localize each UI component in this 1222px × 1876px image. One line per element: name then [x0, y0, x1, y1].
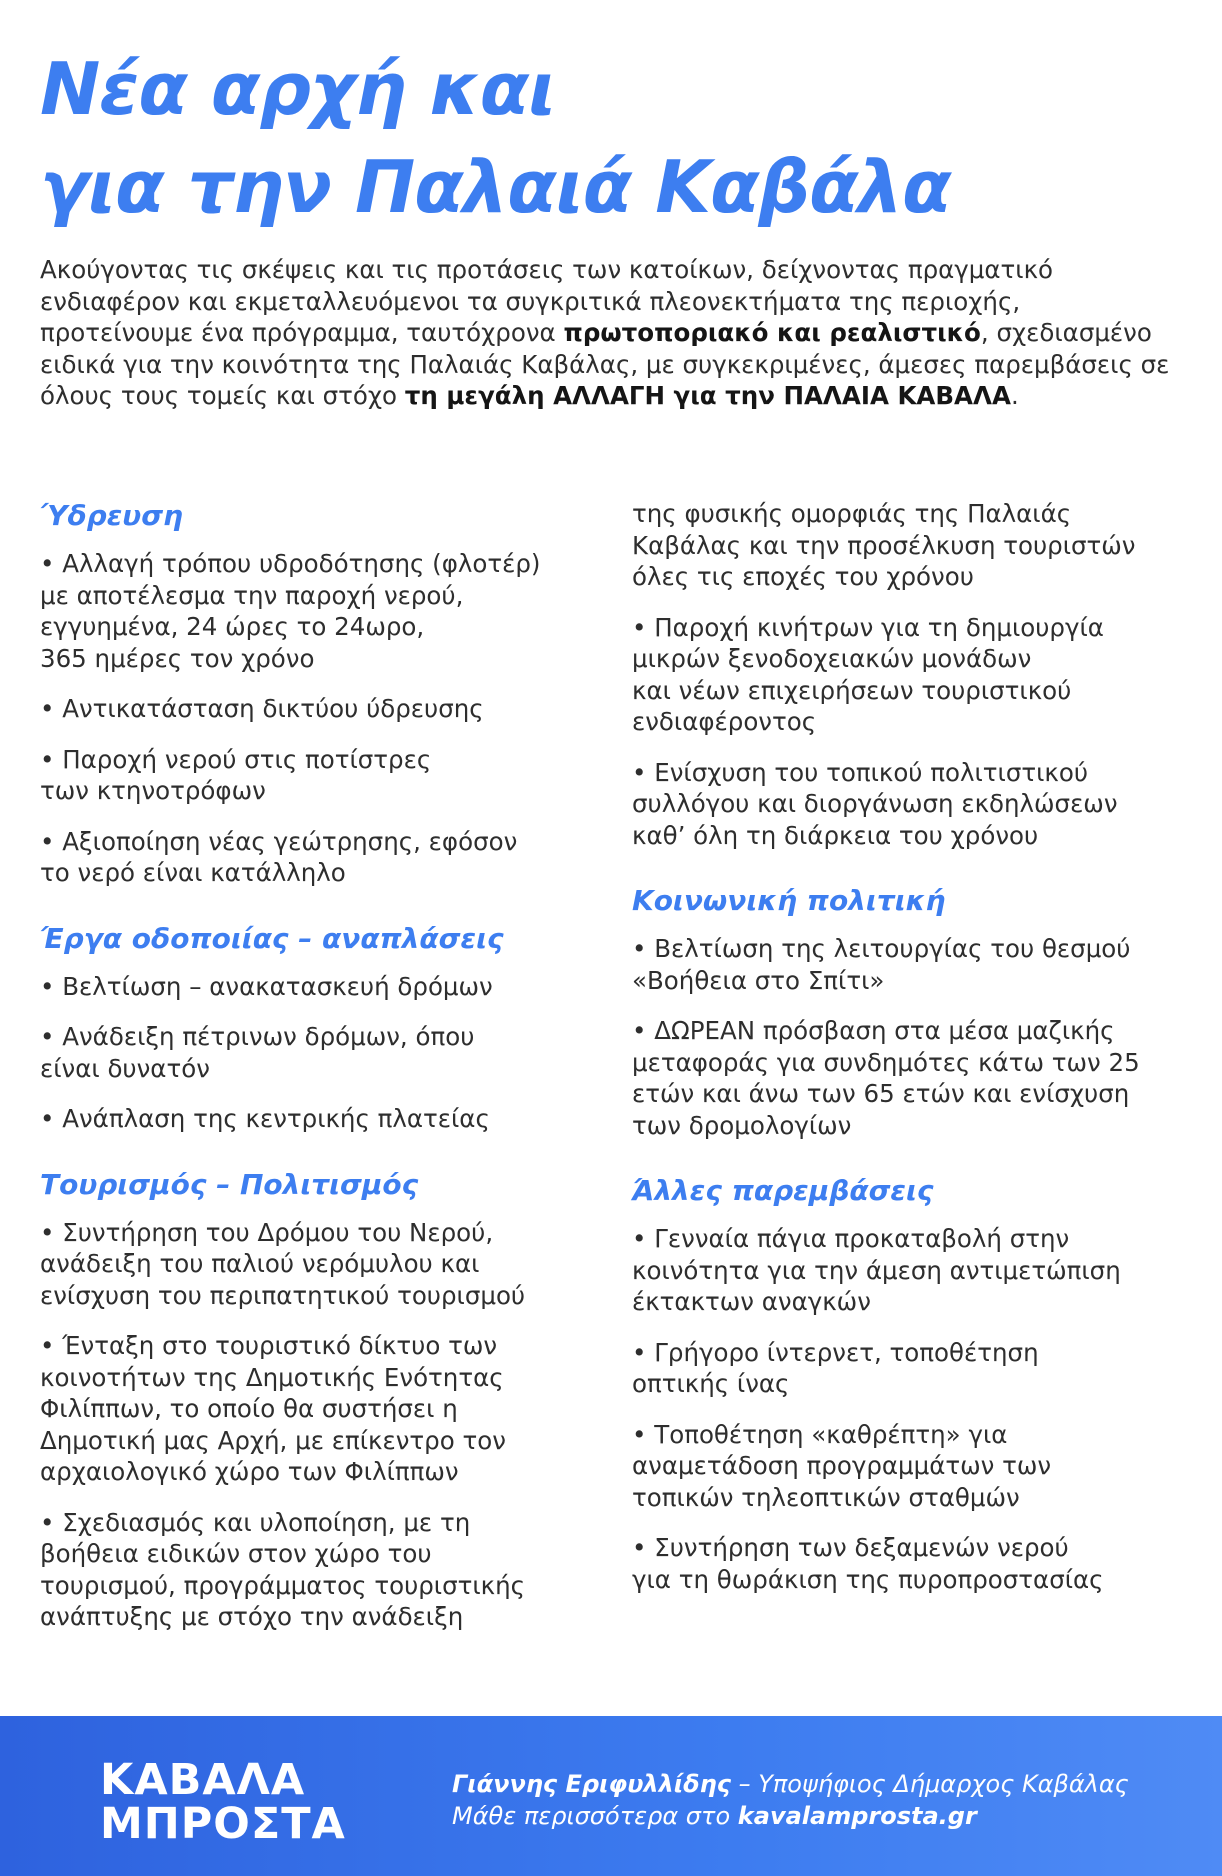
section-other	[632, 1173, 1192, 1595]
intro-bold-1: πρωτοποριακό και ρεαλιστικό	[563, 318, 981, 347]
list-item: • Αλλαγή τρόπου υδροδότησης (φλοτέρ) με αποτέλεσμα την παροχή νερού, εγγυημένα, 24 ώρες το 24ωρο, 365 ημέρες τον χρόνο	[40, 549, 541, 673]
intro-text-1: Ακούγοντας τις σκέψεις και τις προτάσεις των κατοίκων, δείχνοντας πραγματικό ενδιαφέρον και εκμεταλλευόμενοι τα συγκριτικά πλεονεκτήματα της περιοχής, προτείνουμε ένα πρόγραμμα, ταυτόχρονα	[40, 255, 1054, 347]
website-link[interactable]: kavalamprosta.gr	[737, 1802, 977, 1830]
list-item: • Ενίσχυση του τοπικού πολιτιστικού συλλόγου και διοργάνωση εκδηλώσεων καθ’ όλη τη διάρκεια του χρόνου	[632, 757, 1118, 850]
title-line-1: Νέα αρχή και	[40, 47, 556, 131]
list-item: • Γρήγορο ίντερνετ, τοποθέτηση οπτικής ίνας	[632, 1337, 1039, 1398]
section-tourism-continued	[632, 498, 1192, 851]
list-item: της φυσικής ομορφιάς της Παλαιάς Καβάλας και την προσέλκυση τουριστών όλες τις εποχές του χρόνου	[632, 499, 1136, 591]
list-item: • Βελτίωση της λειτουργίας του θεσμού «Βοήθεια στο Σπίτι»	[632, 934, 1131, 995]
list-item: • Παροχή κινήτρων για τη δημιουργία μικρών ξενοδοχειακών μονάδων και νέων επιχειρήσεων τουριστικού ενδιαφέροντος	[632, 612, 1104, 736]
list-item: • Ανάπλαση της κεντρικής πλατείας	[40, 1104, 490, 1133]
section-heading-social: Κοινωνική πολιτική	[632, 884, 946, 917]
section-heading-roads: Έργα οδοποιίας – αναπλάσεις	[40, 921, 504, 955]
logo-line-1: ΚΑΒΑΛΑ	[100, 1755, 306, 1805]
candidate-role: – Υποψήφιος Δήμαρχος Καβάλας	[730, 1770, 1129, 1798]
footer-info	[452, 1768, 1129, 1832]
list-item: • Συντήρηση του Δρόμου του Νερού, ανάδειξη του παλιού νερόμυλου και ενίσχυση του περιπατητικού τουρισμού	[40, 1217, 526, 1310]
footer-banner	[0, 1716, 1222, 1876]
section-social	[632, 883, 1192, 1141]
left-column	[40, 498, 600, 1665]
list-item: • Συντήρηση των δεξαμενών νερού για τη θωράκιση της πυροπροστασίας	[632, 1533, 1104, 1594]
intro-text-3: .	[1010, 381, 1019, 410]
section-heading-other: Άλλες παρεμβάσεις	[632, 1174, 934, 1207]
list-item: • ΔΩΡΕΑΝ πρόσβαση στα μέσα μαζικής μεταφοράς για συνδημότες κάτω των 25 ετών και άνω των 65 ετών και ενίσχυση των δρομολογίων	[632, 1016, 1140, 1140]
list-item: • Σχεδιασμός και υλοποίηση, με τη βοήθεια ειδικών στον χώρο του τουρισμού, προγράμματος τουριστικής ανάπτυξης με στόχο την ανάδειξη	[40, 1507, 526, 1631]
candidate-line	[452, 1768, 1129, 1800]
intro-bold-2: τη μεγάλη ΑΛΛΑΓΗ για την ΠΑΛΑΙΑ ΚΑΒΑΛΑ	[404, 381, 1011, 410]
brand-logo	[100, 1755, 346, 1849]
more-text: Μάθε περισσότερα στο	[452, 1802, 738, 1830]
intro-paragraph	[40, 254, 1180, 412]
section-heading-water: Ύδρευση	[40, 499, 183, 532]
section-water	[40, 498, 600, 889]
list-item: • Αξιοποίηση νέας γεώτρησης, εφόσον το νερό είναι κατάλληλο	[40, 826, 518, 887]
list-item: • Τοποθέτηση «καθρέπτη» για αναμετάδοση προγραμμάτων των τοπικών τηλεοπτικών σταθμών	[632, 1419, 1052, 1512]
list-item: • Αντικατάσταση δικτύου ύδρευσης	[40, 694, 484, 723]
list-item: • Γενναία πάγια προκαταβολή στην κοινότητα για την άμεση αντιμετώπιση έκτακτων αναγκών	[632, 1224, 1121, 1316]
website-line	[452, 1800, 1129, 1832]
list-item: • Ένταξη στο τουριστικό δίκτυο των κοινοτήτων της Δημοτικής Ενότητας Φιλίππων, το οποίο θα συστήσει η Δημοτική μας Αρχή, με επίκεντρο τον αρχαιολογικό χώρο των Φιλίππων	[40, 1331, 506, 1486]
page-title	[40, 40, 1190, 236]
intro-text-2: , σχεδιασμένο ειδικά για την κοινότητα της Παλαιάς Καβάλας, με συγκεκριμένες, άμεσες παρεμβάσεις σε όλους τους τομείς και στόχο	[40, 318, 1170, 410]
candidate-name: Γιάννης Εριφυλλίδης	[452, 1770, 731, 1798]
section-tourism	[40, 1167, 600, 1633]
list-item: • Ανάδειξη πέτρινων δρόμων, όπου είναι δυνατόν	[40, 1022, 475, 1083]
list-item: • Βελτίωση – ανακατασκευή δρόμων	[40, 971, 493, 1001]
logo-line-2: ΜΠΡΟΣΤΑ	[100, 1799, 346, 1849]
title-line-2: για την Παλαιά Καβάλα	[40, 145, 951, 229]
list-item: • Παροχή νερού στις ποτίστρες των κτηνοτρόφων	[40, 744, 432, 805]
section-heading-tourism: Τουρισμός – Πολιτισμός	[40, 1167, 419, 1201]
section-roads	[40, 921, 600, 1135]
right-column	[632, 498, 1192, 1627]
